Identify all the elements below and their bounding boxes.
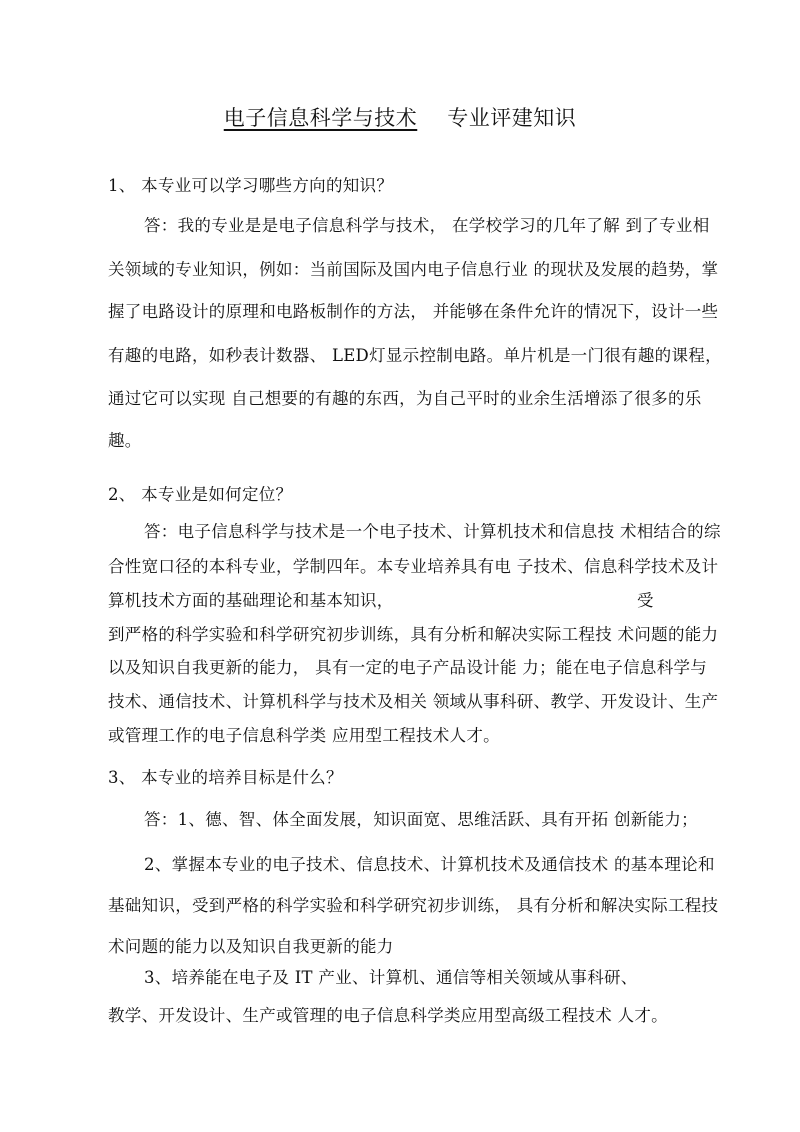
answer-3-line-2: 2、掌握本专业的电子技术、信息技术、计算机技术及通信技术 的基本理论和 xyxy=(144,855,715,874)
answer-1-line-5: 通过它可以实现 自己想要的有趣的东西，为自己平时的业余生活增添了很多的乐 xyxy=(108,389,702,408)
answer-3-line-5: 3、培养能在电子及 IT 产业、计算机、通信等相关领域从事科研、 xyxy=(144,968,638,987)
answer-1-line-4: 有趣的电路，如秒表计数器、 LED灯显示控制电路。单片机是一门很有趣的课程， xyxy=(108,346,722,365)
answer-2-line-5: 以及知识自我更新的能力， 具有一定的电子产品设计能 力；能在电子信息科学与 xyxy=(108,658,708,677)
question-2: 2、 本专业是如何定位？ xyxy=(108,485,293,504)
answer-1-line-2: 关领域的专业知识，例如：当前国际及国内电子信息行业 的现状及发展的趋势，掌 xyxy=(108,260,719,279)
answer-1-line-3: 握了电路设计的原理和电路板制作的方法， 并能够在条件允许的情况下，设计一些 xyxy=(108,302,719,321)
answer-3-line-1: 答：1、德、智、体全面发展，知识面宽、思维活跃、具有开拓 创新能力； xyxy=(144,810,698,829)
answer-3-line-3: 基础知识，受到严格的科学实验和科学研究初步训练， 具有分析和解决实际工程技 xyxy=(108,896,719,915)
answer-2-line-1: 答：电子信息科学与技术是一个电子技术、计算机技术和信息技 术相结合的综 xyxy=(144,522,721,541)
question-3: 3、 本专业的培养目标是什么？ xyxy=(108,768,343,787)
page-title xyxy=(0,102,800,132)
answer-2-line-2: 合性宽口径的本科专业，学制四年。本专业培养具有电 子技术、信息科学技术及计 xyxy=(108,557,719,576)
answer-1-line-6: 趣。 xyxy=(108,431,142,450)
answer-2-line-3: 算机技术方面的基础理论和基本知识， xyxy=(108,591,394,610)
answer-3-line-6: 教学、开发设计、生产或管理的电子信息科学类应用型高级工程技术 人才。 xyxy=(108,1006,668,1025)
title-main: 电子信息科学与技术 xyxy=(223,106,418,130)
answer-2-line-4: 到严格的科学实验和科学研究初步训练，具有分析和解决实际工程技 术问题的能力 xyxy=(108,625,719,644)
answer-2-line-3-tail: 受 xyxy=(637,591,654,610)
answer-3-line-4: 术问题的能力以及知识自我更新的能力 xyxy=(108,937,394,956)
answer-2-line-6: 技术、通信技术、计算机科学与技术及相关 领域从事科研、教学、开发设计、生产 xyxy=(108,692,719,711)
answer-2-line-7: 或管理工作的电子信息科学类 应用型工程技术人才。 xyxy=(108,726,500,745)
answer-1-line-1: 答：我的专业是是电子信息科学与技术， 在学校学习的几年了解 到了专业相 xyxy=(144,216,710,235)
question-1: 1、 本专业可以学习哪些方向的知识？ xyxy=(108,176,394,195)
title-sub: 专业评建知识 xyxy=(447,106,577,130)
